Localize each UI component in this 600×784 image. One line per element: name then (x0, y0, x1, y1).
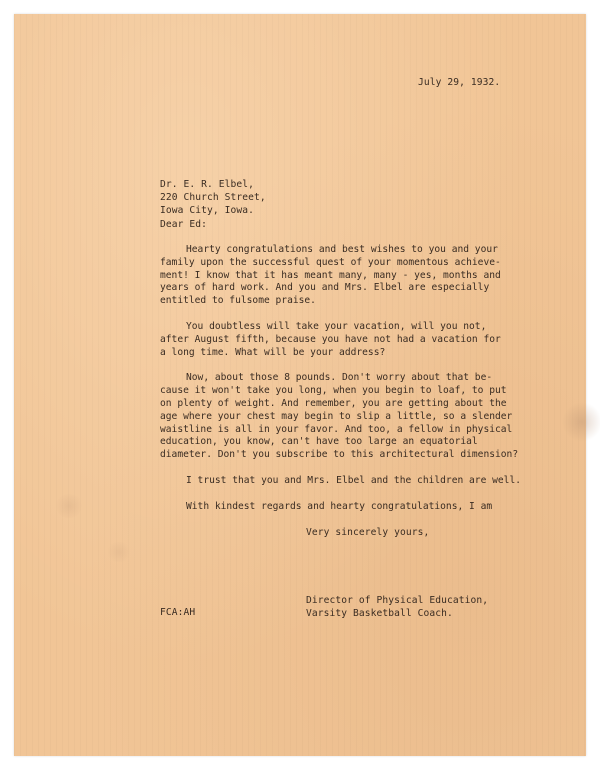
recipient-city: Iowa City, Iowa. (160, 205, 255, 216)
paragraph-line: age where your chest may begin to slip a little, so a slender (160, 410, 513, 422)
paper-stain (54, 494, 84, 518)
letter-body (160, 244, 560, 527)
complimentary-closing: Very sincerely yours, (306, 527, 430, 538)
paragraph-line: Hearty congratulations and best wishes to you and your (186, 244, 498, 255)
paragraph-line: education, you know, can't have too large an equatorial (160, 436, 478, 448)
paragraph (160, 501, 560, 514)
paragraph-line: diameter. Don't you subscribe to this architectural dimension? (160, 449, 519, 461)
paragraph-line: cause it won't take you long, when you begin to loaf, to put (160, 385, 507, 397)
salutation: Dear Ed: (160, 219, 208, 230)
paragraph-line: family upon the successful quest of your momentous achieve- (160, 256, 501, 268)
paper-stain (106, 542, 132, 562)
paragraph-line: Now, about those 8 pounds. Don't worry about that be- (186, 372, 493, 384)
recipient-address (160, 178, 266, 217)
paragraph (160, 475, 560, 488)
paragraph (160, 372, 560, 462)
paragraph-line: I trust that you and Mrs. Elbel and the children are well. (186, 474, 522, 486)
recipient-street: 220 Church Street, (160, 192, 266, 203)
paragraph-line: a long time. What will be your address? (160, 346, 386, 358)
paragraph-line: ment! I know that it has meant many, many - yes, months and (160, 269, 501, 281)
paragraph-line: years of hard work. And you and Mrs. Elbel are especially (160, 282, 490, 294)
paper-stain (562, 402, 600, 442)
reference-initials: FCA:AH (160, 607, 196, 618)
letter-date: July 29, 1932. (418, 77, 501, 88)
signature-block (306, 594, 488, 620)
recipient-name: Dr. E. R. Elbel, (160, 179, 255, 190)
paragraph-line: entitled to fulsome praise. (160, 295, 316, 307)
signature-title: Director of Physical Education, (306, 595, 489, 606)
paragraph (160, 244, 560, 308)
paragraph-line: You doubtless will take your vacation, will you not, (186, 320, 487, 332)
paragraph-line: waistline is all in your favor. And too, a fellow in physical (160, 423, 513, 435)
paragraph-line: on plenty of weight. And remember, you are getting about the (160, 397, 507, 409)
signature-title: Varsity Basketball Coach. (306, 608, 453, 619)
paragraph-line: With kindest regards and hearty congratulations, I am (186, 500, 493, 512)
paragraph-line: after August fifth, because you have not had a vacation for (160, 333, 501, 345)
paragraph (160, 321, 560, 359)
